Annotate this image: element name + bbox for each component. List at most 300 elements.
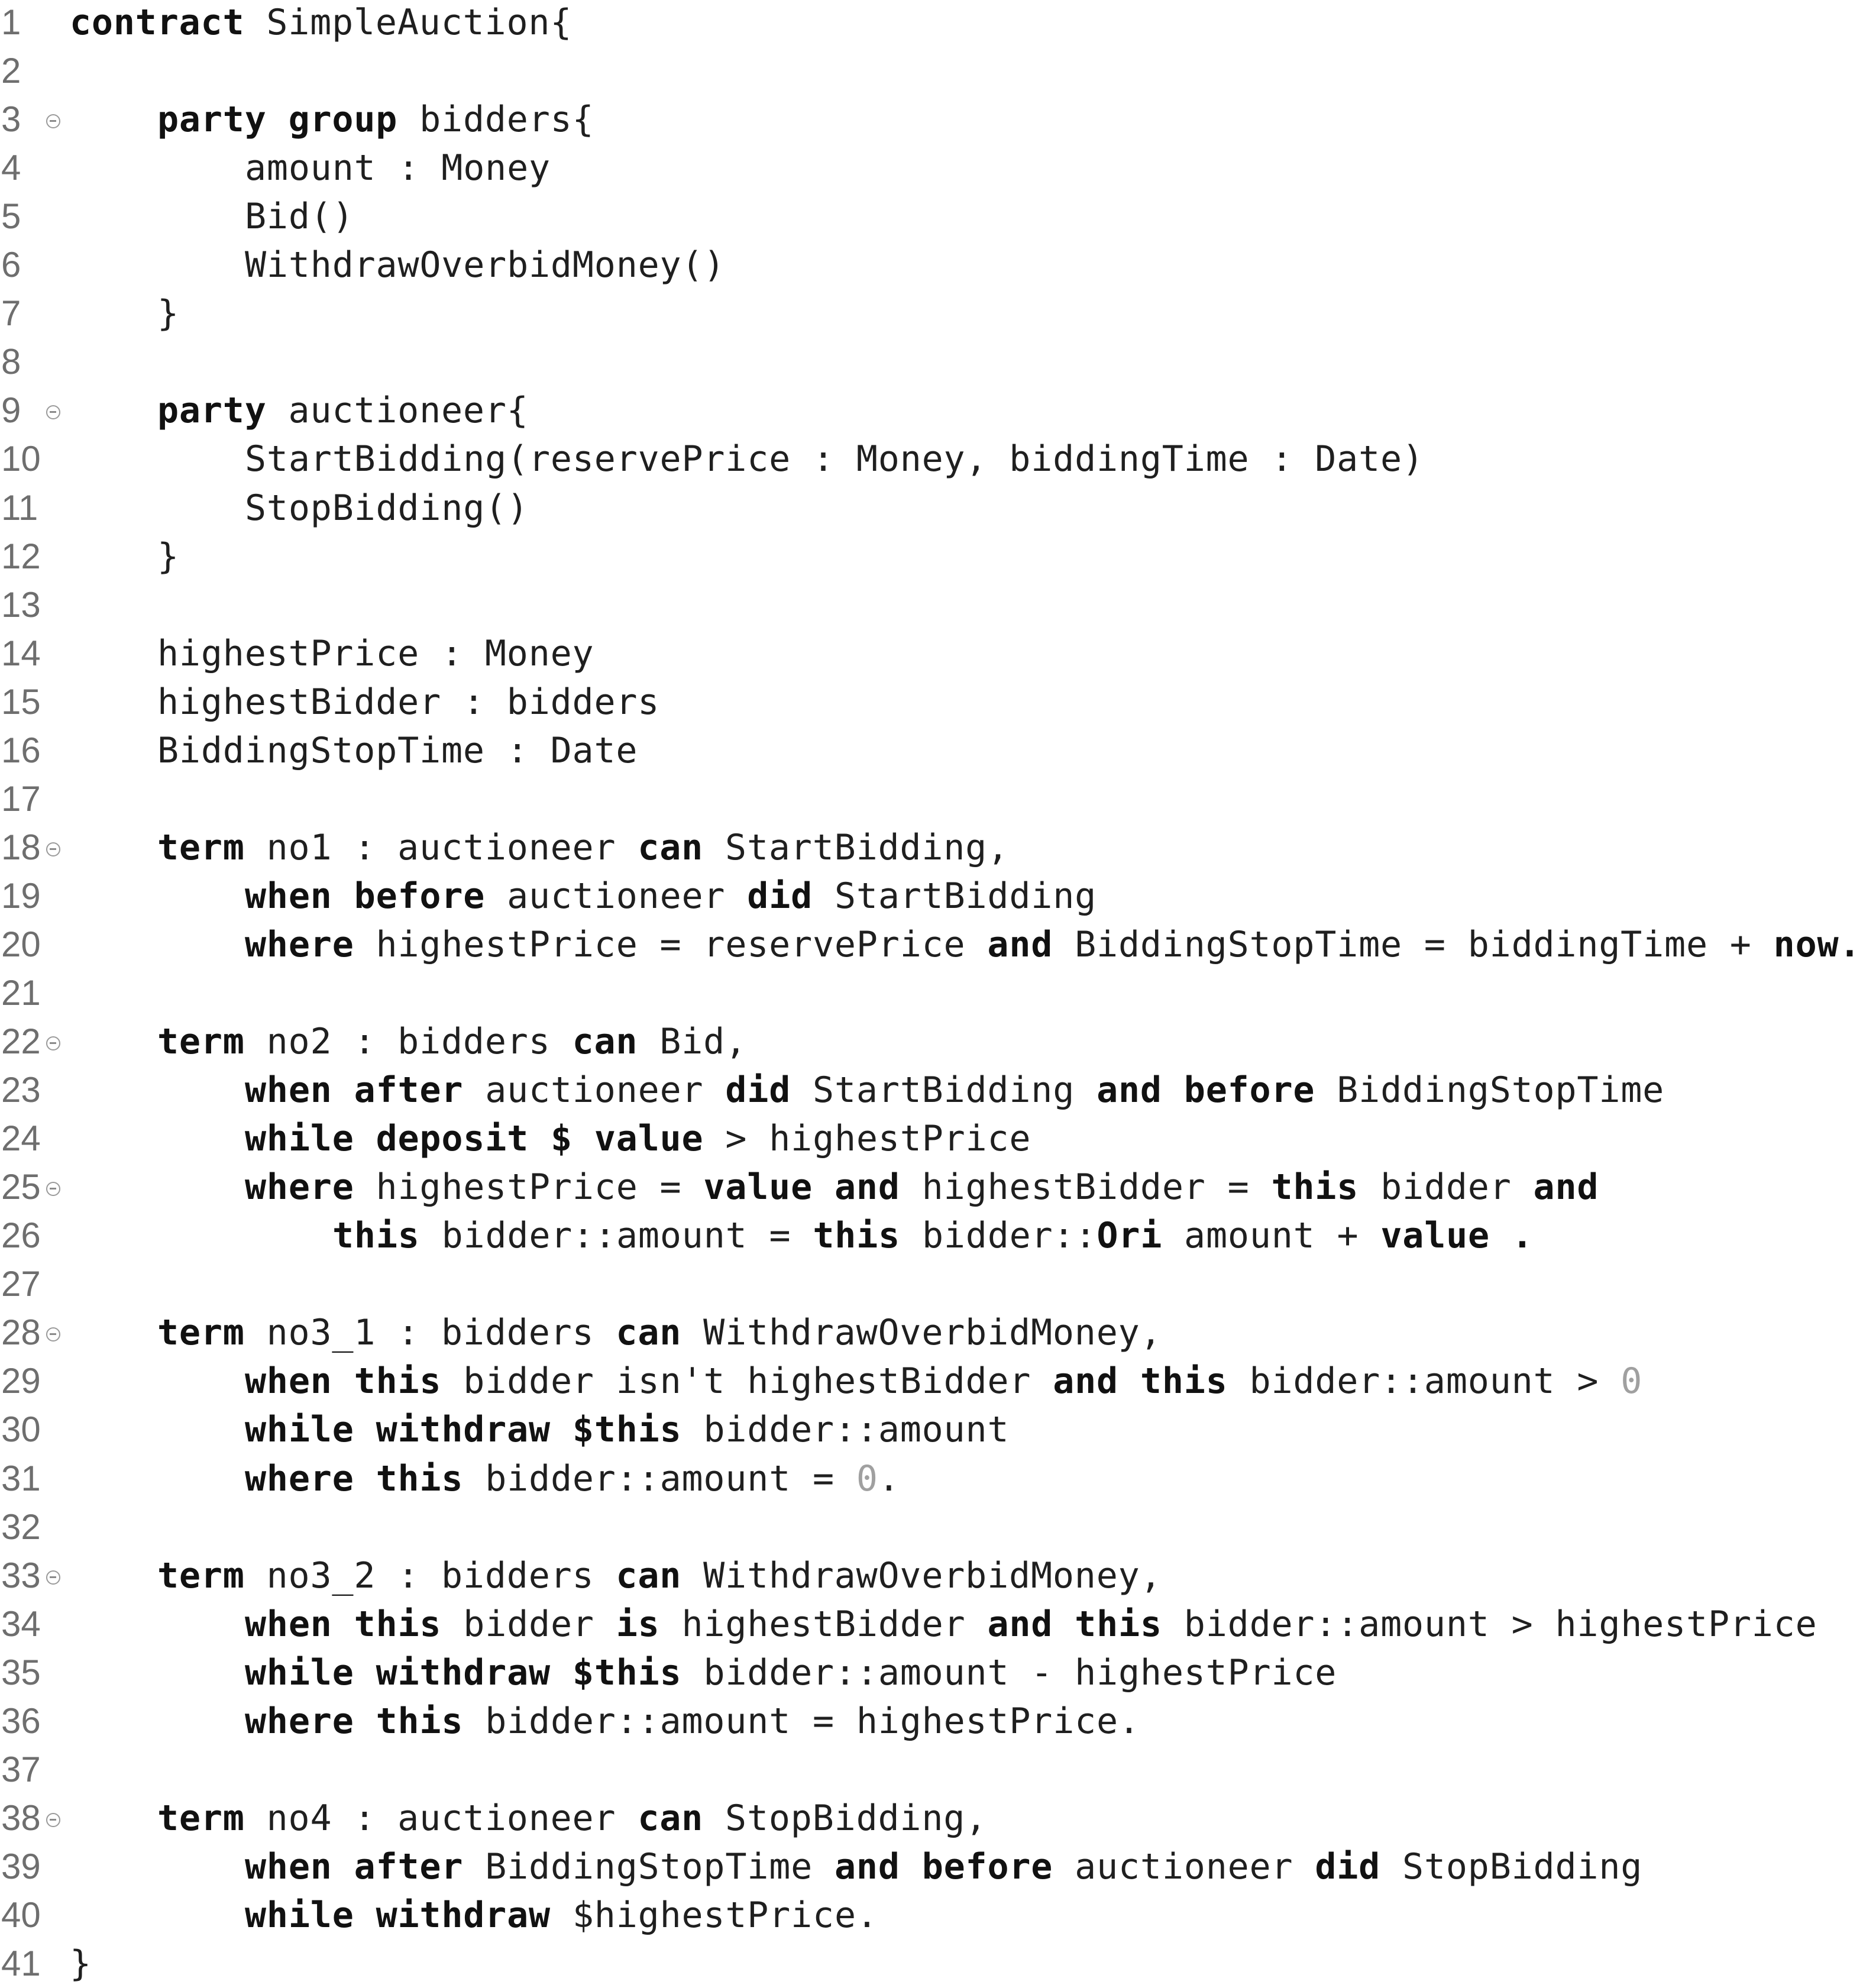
code-token: no3_2 : bidders — [244, 1554, 616, 1596]
keyword-token: and — [1097, 1069, 1162, 1111]
keyword-token: Ori — [1097, 1215, 1163, 1257]
code-token — [332, 1069, 354, 1111]
code-text — [157, 823, 1009, 872]
line-gutter — [0, 144, 66, 192]
code-token — [813, 1166, 835, 1208]
code-token: amount + — [1162, 1215, 1381, 1257]
code-token: StartBidding — [791, 1069, 1097, 1111]
code-line[interactable] — [0, 435, 1863, 483]
code-text — [245, 1891, 878, 1939]
line-gutter — [0, 192, 66, 241]
keyword-token: $this — [572, 1651, 682, 1693]
code-token: bidder::amount > highestPrice — [1162, 1603, 1817, 1645]
line-gutter — [0, 775, 66, 823]
keyword-token: did — [725, 1069, 791, 1111]
line-gutter — [0, 1503, 66, 1551]
line-number: 5 — [1, 196, 21, 237]
code-text — [245, 144, 551, 192]
line-number: 21 — [1, 973, 41, 1013]
code-token — [267, 99, 289, 140]
code-token — [900, 1846, 922, 1887]
line-gutter — [0, 1794, 66, 1842]
line-gutter — [0, 1454, 66, 1503]
line-number: 23 — [1, 1070, 41, 1110]
code-token: StopBidding() — [245, 487, 529, 529]
keyword-token: this — [376, 1457, 464, 1499]
keyword-token: this — [1271, 1166, 1359, 1208]
code-token — [332, 1604, 354, 1645]
code-token — [1118, 1360, 1140, 1402]
keyword-token: when — [245, 1360, 332, 1402]
line-gutter — [0, 532, 66, 581]
code-token — [551, 1409, 573, 1450]
code-line[interactable] — [0, 678, 1863, 726]
line-number: 26 — [1, 1216, 41, 1256]
code-text — [245, 1648, 1337, 1697]
keyword-token: after — [354, 1845, 464, 1887]
code-token — [354, 1409, 376, 1450]
code-token: auctioneer{ — [266, 390, 529, 432]
code-token: WithdrawOverbidMoney() — [245, 244, 726, 286]
line-number: 30 — [1, 1410, 41, 1450]
keyword-token: $ — [550, 1118, 573, 1160]
fold-collapse-icon[interactable] — [46, 1813, 60, 1827]
line-gutter — [0, 241, 66, 289]
line-gutter — [0, 1308, 66, 1357]
line-gutter — [0, 1114, 66, 1163]
keyword-token: while — [245, 1409, 354, 1451]
code-text — [245, 872, 1097, 920]
code-token: } — [157, 535, 179, 577]
keyword-token: this — [1140, 1360, 1228, 1402]
code-line[interactable] — [0, 241, 1863, 289]
line-gutter — [0, 435, 66, 483]
code-text — [245, 192, 354, 241]
code-line[interactable] — [0, 386, 1863, 435]
keyword-token: deposit — [376, 1118, 529, 1160]
code-token: StartBidding(reservePrice : Money, biddingTime : Date) — [245, 438, 1424, 480]
code-line[interactable] — [0, 1405, 1863, 1454]
code-line[interactable] — [0, 532, 1863, 581]
line-number: 25 — [1, 1167, 41, 1207]
code-token — [1490, 1215, 1512, 1256]
code-token: highestBidder : bidders — [157, 681, 660, 723]
keyword-token: and — [987, 1603, 1053, 1645]
code-line[interactable] — [0, 289, 1863, 338]
keyword-token: before — [354, 875, 486, 917]
line-number: 12 — [1, 536, 41, 576]
line-gutter — [0, 1066, 66, 1114]
code-line[interactable] — [0, 872, 1863, 920]
keyword-token: group — [288, 99, 398, 141]
line-number: 22 — [1, 1022, 41, 1062]
keyword-token: can — [616, 1554, 682, 1596]
keyword-token: did — [1315, 1845, 1381, 1887]
keyword-token: value — [1380, 1215, 1490, 1257]
code-line[interactable] — [0, 1260, 1863, 1308]
code-line[interactable] — [0, 1066, 1863, 1114]
code-token: Bid, — [638, 1021, 747, 1063]
keyword-token: before — [1183, 1069, 1315, 1111]
keyword-token: withdraw — [376, 1651, 551, 1693]
code-text — [70, 0, 572, 47]
keyword-token: this — [813, 1215, 901, 1257]
line-number: 40 — [1, 1895, 41, 1935]
keyword-token: while — [245, 1894, 354, 1936]
keyword-token: is — [616, 1603, 660, 1645]
code-line[interactable] — [0, 1017, 1863, 1066]
code-line[interactable] — [0, 1697, 1863, 1745]
fold-collapse-icon[interactable] — [46, 842, 60, 856]
keyword-token: while — [245, 1651, 354, 1693]
keyword-token: can — [638, 826, 704, 868]
keyword-token: . — [1839, 923, 1861, 965]
line-number: 16 — [1, 730, 41, 770]
code-token: auctioneer — [463, 1069, 726, 1111]
keyword-token: and — [834, 1166, 900, 1208]
keyword-token: this — [376, 1700, 464, 1742]
line-number: 15 — [1, 681, 41, 722]
code-token — [529, 1118, 551, 1159]
keyword-token: where — [245, 923, 354, 965]
code-token — [354, 1118, 376, 1159]
keyword-token: can — [638, 1797, 704, 1839]
fold-collapse-icon[interactable] — [46, 1036, 60, 1050]
code-line[interactable] — [0, 1600, 1863, 1648]
code-token: . — [878, 1457, 900, 1499]
code-token: no2 : bidders — [244, 1021, 573, 1063]
code-text — [245, 1405, 1009, 1454]
keyword-token: this — [332, 1215, 420, 1257]
line-number: 18 — [1, 827, 41, 867]
code-text — [157, 95, 594, 144]
line-number: 27 — [1, 1264, 41, 1304]
line-number: 38 — [1, 1798, 41, 1838]
code-token — [573, 1118, 594, 1159]
line-gutter — [0, 969, 66, 1017]
code-token: bidder::amount - highestPrice — [681, 1651, 1337, 1693]
line-number: 2 — [1, 51, 21, 91]
number-token: 0 — [1621, 1360, 1643, 1402]
keyword-token: and — [1053, 1360, 1118, 1402]
line-gutter — [0, 47, 66, 95]
line-gutter — [0, 823, 66, 872]
code-text — [245, 1114, 1031, 1163]
code-line[interactable] — [0, 1454, 1863, 1503]
code-text — [157, 629, 594, 678]
code-token — [1053, 1604, 1075, 1645]
code-text — [245, 1454, 900, 1503]
keyword-token: . — [1511, 1215, 1534, 1257]
code-line[interactable] — [0, 1357, 1863, 1405]
code-line[interactable] — [0, 1842, 1863, 1891]
code-token: BiddingStopTime : Date — [157, 729, 638, 771]
line-gutter — [0, 1648, 66, 1697]
line-number: 17 — [1, 778, 41, 819]
code-token — [1162, 1069, 1184, 1111]
code-token: bidder — [1359, 1166, 1534, 1208]
keyword-token: term — [157, 1797, 245, 1839]
line-number: 31 — [1, 1458, 41, 1498]
code-token: bidder::amount = highestPrice. — [463, 1700, 1140, 1742]
keyword-token: withdraw — [376, 1409, 551, 1451]
code-line[interactable] — [0, 1794, 1863, 1842]
code-text — [157, 726, 638, 775]
code-line[interactable] — [0, 338, 1863, 386]
line-gutter — [0, 920, 66, 969]
line-gutter — [0, 1163, 66, 1211]
code-line[interactable] — [0, 1163, 1863, 1211]
line-gutter — [0, 629, 66, 678]
code-token: StopBidding, — [703, 1797, 988, 1839]
line-gutter — [0, 1357, 66, 1405]
line-gutter — [0, 1551, 66, 1600]
line-gutter — [0, 1745, 66, 1794]
fold-collapse-icon[interactable] — [46, 114, 60, 128]
line-number: 14 — [1, 633, 41, 673]
code-text — [157, 1794, 987, 1842]
keyword-token: $this — [572, 1409, 682, 1451]
keyword-token: can — [616, 1312, 682, 1354]
code-line[interactable] — [0, 144, 1863, 192]
line-number: 10 — [1, 439, 41, 479]
keyword-token: and — [987, 923, 1053, 965]
code-text — [70, 1939, 92, 1988]
keyword-token: when — [245, 875, 332, 917]
code-token: BiddingStopTime — [1315, 1069, 1665, 1111]
code-line[interactable] — [0, 1114, 1863, 1163]
line-gutter — [0, 1697, 66, 1745]
code-token: highestBidder = — [900, 1166, 1272, 1208]
code-token — [332, 1846, 354, 1887]
line-gutter — [0, 1842, 66, 1891]
line-number: 34 — [1, 1604, 41, 1644]
code-line[interactable] — [0, 823, 1863, 872]
code-token: highestBidder — [659, 1603, 988, 1645]
code-token: SimpleAuction{ — [244, 2, 573, 43]
code-token — [332, 1360, 354, 1402]
code-line[interactable] — [0, 1503, 1863, 1551]
line-gutter — [0, 678, 66, 726]
code-token — [354, 1458, 376, 1499]
line-number: 7 — [1, 293, 21, 334]
code-text — [245, 1163, 1599, 1211]
line-number: 35 — [1, 1652, 41, 1692]
line-gutter — [0, 581, 66, 629]
code-line[interactable] — [0, 726, 1863, 775]
code-text — [157, 532, 179, 581]
line-number: 36 — [1, 1701, 41, 1741]
code-text — [245, 1357, 1642, 1405]
code-token: bidder:: — [900, 1215, 1097, 1257]
code-line[interactable] — [0, 1648, 1863, 1697]
line-number: 11 — [1, 487, 38, 528]
code-token: highestPrice = — [354, 1166, 704, 1208]
code-token: WithdrawOverbidMoney, — [681, 1554, 1162, 1596]
code-line[interactable] — [0, 1308, 1863, 1357]
keyword-token: now — [1773, 923, 1839, 965]
code-token — [551, 1652, 573, 1693]
code-token: no1 : auctioneer — [244, 826, 638, 868]
keyword-token: this — [1075, 1603, 1162, 1645]
line-gutter — [0, 1260, 66, 1308]
code-token: BiddingStopTime — [463, 1845, 835, 1887]
code-token: bidders{ — [397, 99, 594, 141]
code-token — [354, 1652, 376, 1693]
code-line[interactable] — [0, 47, 1863, 95]
code-token: bidder::amount = — [463, 1457, 856, 1499]
line-number: 19 — [1, 875, 41, 916]
code-text — [245, 241, 725, 289]
code-token: StartBidding — [813, 875, 1097, 917]
keyword-token: party — [157, 99, 267, 141]
keyword-token: before — [921, 1845, 1053, 1887]
line-number: 39 — [1, 1846, 41, 1886]
line-number: 41 — [1, 1944, 41, 1983]
code-text — [332, 1211, 1534, 1260]
code-token: bidder::amount — [681, 1409, 1010, 1451]
line-number: 29 — [1, 1361, 41, 1401]
keyword-token: this — [354, 1360, 442, 1402]
code-token: amount : Money — [245, 147, 551, 189]
code-text — [157, 386, 529, 435]
line-gutter — [0, 726, 66, 775]
keyword-token: did — [747, 875, 813, 917]
code-token: } — [70, 1943, 92, 1984]
code-token: highestPrice = reservePrice — [354, 923, 988, 965]
code-line[interactable] — [0, 1551, 1863, 1600]
code-token: > highestPrice — [703, 1118, 1031, 1160]
code-text — [245, 920, 1861, 969]
fold-collapse-icon[interactable] — [46, 1570, 60, 1585]
line-gutter — [0, 1891, 66, 1939]
keyword-token: contract — [70, 2, 245, 43]
line-number: 24 — [1, 1119, 41, 1159]
line-number: 8 — [1, 342, 21, 382]
keyword-token: where — [245, 1166, 354, 1208]
line-number: 37 — [1, 1749, 41, 1789]
keyword-token: when — [245, 1845, 332, 1887]
code-token — [354, 1701, 376, 1742]
keyword-token: withdraw — [376, 1894, 551, 1936]
line-gutter — [0, 484, 66, 532]
code-text — [157, 678, 659, 726]
line-number: 9 — [1, 390, 21, 431]
code-text — [245, 435, 1424, 483]
code-line[interactable] — [0, 920, 1863, 969]
code-line[interactable] — [0, 1939, 1863, 1988]
code-token — [354, 1895, 376, 1936]
line-number: 28 — [1, 1313, 41, 1353]
code-token: bidder — [441, 1603, 616, 1645]
code-text — [245, 1697, 1140, 1745]
keyword-token: can — [572, 1021, 638, 1063]
code-line[interactable] — [0, 0, 1863, 47]
code-text — [245, 484, 529, 532]
line-gutter — [0, 1211, 66, 1260]
number-token: 0 — [856, 1457, 878, 1499]
keyword-token: value — [703, 1166, 813, 1208]
line-number: 20 — [1, 924, 41, 964]
line-number: 3 — [1, 99, 21, 140]
code-text — [245, 1066, 1664, 1114]
code-token: bidder isn't highestBidder — [441, 1360, 1053, 1402]
code-line[interactable] — [0, 1211, 1863, 1260]
keyword-token: party — [157, 390, 267, 432]
code-token: no4 : auctioneer — [244, 1797, 638, 1839]
keyword-token: where — [245, 1700, 354, 1742]
line-gutter — [0, 0, 66, 47]
code-token: auctioneer — [1053, 1845, 1315, 1887]
code-token: WithdrawOverbidMoney, — [681, 1312, 1162, 1354]
line-number: 4 — [1, 148, 21, 188]
code-text — [157, 1551, 1162, 1600]
code-line[interactable] — [0, 484, 1863, 532]
code-token: bidder::amount = — [419, 1215, 813, 1257]
line-gutter — [0, 1939, 66, 1988]
code-token: $highestPrice. — [550, 1894, 878, 1936]
line-gutter — [0, 1017, 66, 1066]
keyword-token: while — [245, 1118, 354, 1160]
line-gutter — [0, 1405, 66, 1454]
line-gutter — [0, 872, 66, 920]
line-number: 6 — [1, 245, 21, 285]
line-gutter — [0, 289, 66, 338]
code-token: StopBidding — [1380, 1845, 1643, 1887]
keyword-token: term — [157, 1021, 245, 1063]
code-line[interactable] — [0, 629, 1863, 678]
code-text — [157, 1017, 747, 1066]
fold-collapse-icon[interactable] — [46, 1327, 60, 1342]
fold-collapse-icon[interactable] — [46, 1182, 60, 1196]
line-gutter — [0, 338, 66, 386]
code-token: auctioneer — [485, 875, 748, 917]
line-number: 32 — [1, 1507, 41, 1547]
line-gutter — [0, 95, 66, 144]
keyword-token: term — [157, 1554, 245, 1596]
line-number: 13 — [1, 584, 41, 625]
code-token: no3_1 : bidders — [244, 1312, 616, 1354]
line-gutter — [0, 386, 66, 435]
fold-collapse-icon[interactable] — [46, 405, 60, 419]
code-line[interactable] — [0, 192, 1863, 241]
code-token — [332, 875, 354, 917]
code-token: Bid() — [245, 196, 354, 238]
keyword-token: when — [245, 1603, 332, 1645]
line-number: 33 — [1, 1555, 41, 1595]
line-gutter — [0, 1600, 66, 1648]
code-line[interactable] — [0, 1745, 1863, 1794]
keyword-token: where — [245, 1457, 354, 1499]
code-text — [245, 1600, 1817, 1648]
code-token: StartBidding, — [703, 826, 1010, 868]
keyword-token: after — [354, 1069, 464, 1111]
code-text — [157, 289, 179, 338]
code-line[interactable] — [0, 775, 1863, 823]
code-line[interactable] — [0, 581, 1863, 629]
code-text — [245, 1842, 1642, 1891]
code-line[interactable] — [0, 969, 1863, 1017]
code-token: BiddingStopTime = biddingTime + — [1053, 923, 1774, 965]
code-token: highestPrice : Money — [157, 632, 594, 674]
keyword-token: this — [354, 1603, 442, 1645]
keyword-token: term — [157, 826, 245, 868]
keyword-token: and — [1533, 1166, 1599, 1208]
keyword-token: value — [594, 1118, 704, 1160]
keyword-token: and — [834, 1845, 900, 1887]
code-line[interactable] — [0, 95, 1863, 144]
code-line[interactable] — [0, 1891, 1863, 1939]
